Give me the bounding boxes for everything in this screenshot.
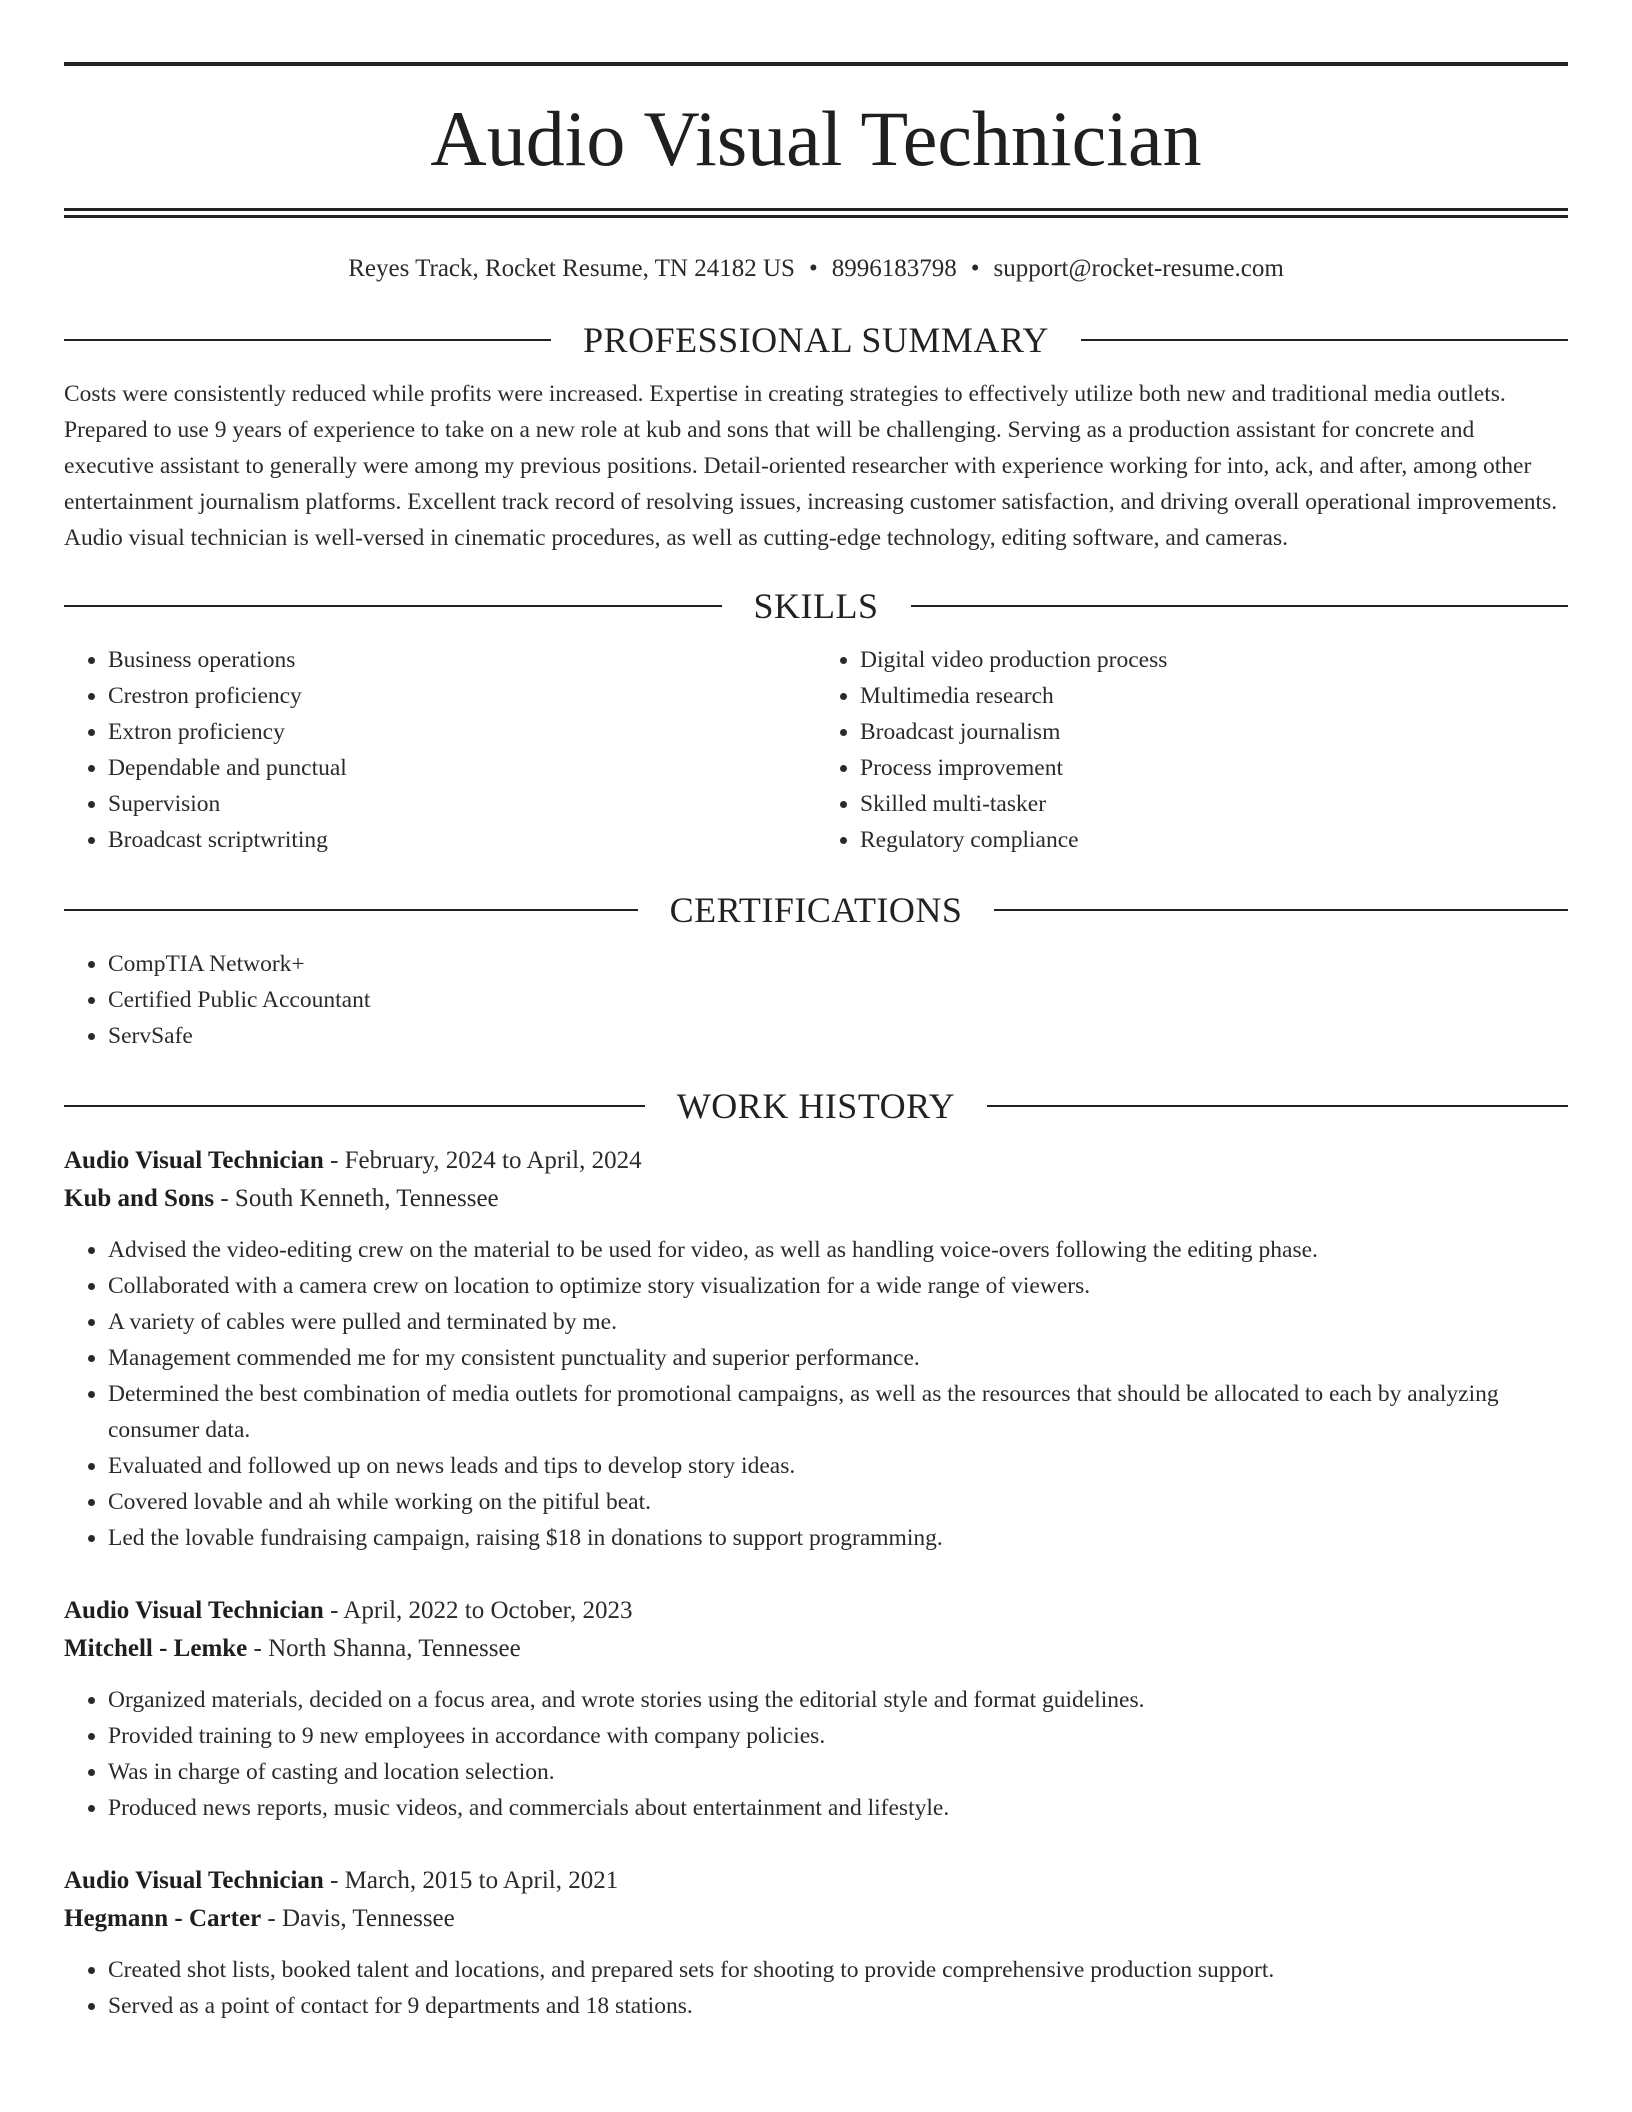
skills-list-right	[816, 642, 1568, 858]
job-bullets	[64, 1682, 1568, 1826]
heading-rule-left	[64, 339, 551, 341]
job-title: Audio Visual Technician	[64, 1597, 324, 1624]
heading-rule-right	[1081, 339, 1568, 341]
skill-item: • Dependable and punctual	[108, 750, 816, 786]
job-bullet: • Served as a point of contact for 9 departments and 18 stations.	[108, 1988, 1568, 2024]
job-title-line	[64, 1142, 1568, 1180]
title-double-rule	[64, 208, 1568, 218]
job-bullet: • Was in charge of casting and location selection.	[108, 1754, 1568, 1790]
job-entry	[64, 1142, 1568, 1556]
job-location: - North Shanna, Tennessee	[247, 1635, 521, 1662]
job-bullet: • Provided training to 9 new employees in accordance with company policies.	[108, 1718, 1568, 1754]
job-bullets	[64, 1232, 1568, 1556]
job-bullet: • Led the lovable fundraising campaign, raising $18 in donations to support programming.	[108, 1520, 1568, 1556]
job-company: Hegmann - Carter	[64, 1905, 262, 1932]
certifications-list	[64, 946, 1568, 1054]
skill-item: • Supervision	[108, 786, 816, 822]
skill-item: • Broadcast scriptwriting	[108, 822, 816, 858]
job-title-line	[64, 1862, 1568, 1900]
contact-email: support@rocket-resume.com	[993, 255, 1284, 282]
contact-line	[64, 254, 1568, 284]
work-history-heading-text: WORK HISTORY	[676, 1086, 956, 1126]
resume-title: Audio Visual Technician	[430, 95, 1202, 182]
skill-item: • Crestron proficiency	[108, 678, 816, 714]
skills-grid	[64, 642, 1568, 858]
job-bullets	[64, 1952, 1568, 2024]
skill-item: • Business operations	[108, 642, 816, 678]
heading-rule-left	[64, 909, 638, 911]
job-bullet: • Determined the best combination of media outlets for promotional campaigns, as well as the resources that should be allocated to each by analyzing consumer data.	[108, 1376, 1568, 1448]
job-dates: - February, 2024 to April, 2024	[323, 1147, 642, 1174]
certification-item: • Certified Public Accountant	[108, 982, 1568, 1018]
job-bullet: • Covered lovable and ah while working on the pitiful beat.	[108, 1484, 1568, 1520]
skills-list-left	[64, 642, 816, 858]
job-location: - South Kenneth, Tennessee	[214, 1185, 499, 1212]
skill-item: • Regulatory compliance	[860, 822, 1568, 858]
skill-item: • Broadcast journalism	[860, 714, 1568, 750]
skill-item: • Digital video production process	[860, 642, 1568, 678]
work-history-heading	[64, 1084, 1568, 1128]
job-title-line	[64, 1592, 1568, 1630]
skill-item: • Extron proficiency	[108, 714, 816, 750]
certifications-block	[64, 946, 1568, 1054]
job-company: Kub and Sons	[64, 1185, 215, 1212]
summary-heading	[64, 318, 1568, 362]
heading-rule-left	[64, 605, 722, 607]
top-rule	[64, 62, 1568, 66]
contact-separator: •	[970, 255, 980, 282]
certification-item: • CompTIA Network+	[108, 946, 1568, 982]
job-company-line	[64, 1900, 1568, 1938]
job-bullet: • Advised the video-editing crew on the material to be used for video, as well as handling voice-overs following the editing phase.	[108, 1232, 1568, 1268]
job-bullet: • Organized materials, decided on a focus area, and wrote stories using the editorial style and format guidelines.	[108, 1682, 1568, 1718]
contact-phone: 8996183798	[831, 255, 957, 282]
heading-rule-right	[994, 909, 1568, 911]
job-bullet: • A variety of cables were pulled and terminated by me.	[108, 1304, 1568, 1340]
summary-heading-text: PROFESSIONAL SUMMARY	[583, 320, 1049, 360]
job-entry	[64, 1862, 1568, 2024]
contact-separator: •	[808, 255, 818, 282]
job-dates: - April, 2022 to October, 2023	[323, 1597, 633, 1624]
job-bullet: • Collaborated with a camera crew on location to optimize story visualization for a wide range of viewers.	[108, 1268, 1568, 1304]
certifications-heading-text: CERTIFICATIONS	[669, 890, 963, 930]
job-company: Mitchell - Lemke	[64, 1635, 248, 1662]
job-bullet: • Produced news reports, music videos, and commercials about entertainment and lifestyle.	[108, 1790, 1568, 1826]
skill-item: • Multimedia research	[860, 678, 1568, 714]
skill-item: • Skilled multi-tasker	[860, 786, 1568, 822]
job-company-line	[64, 1630, 1568, 1668]
certification-item: • ServSafe	[108, 1018, 1568, 1054]
summary-text: Costs were consistently reduced while profits were increased. Expertise in creating strategies to effectively utilize both new and traditional media outlets. Prepared to use 9 years of experience to take on a new role at kub and sons that will be challenging. Serving as a production assistant for concrete and executive assistant to generally were among my previous positions. Detail-oriented researcher with experience working for into, ack, and after, among other entertainment journalism platforms. Excellent track record of resolving issues, increasing customer satisfaction, and driving overall operational improvements. Audio visual technician is well-versed in cinematic procedures, as well as cutting-edge technology, editing software, and cameras.	[64, 381, 1558, 551]
job-title: Audio Visual Technician	[64, 1867, 324, 1894]
contact-address: Reyes Track, Rocket Resume, TN 24182 US	[348, 255, 795, 282]
job-dates: - March, 2015 to April, 2021	[323, 1867, 619, 1894]
job-bullet: • Management commended me for my consistent punctuality and superior performance.	[108, 1340, 1568, 1376]
skill-item: • Process improvement	[860, 750, 1568, 786]
heading-rule-right	[987, 1105, 1568, 1107]
skills-heading	[64, 584, 1568, 628]
job-bullet: • Created shot lists, booked talent and locations, and prepared sets for shooting to provide comprehensive production support.	[108, 1952, 1568, 1988]
certifications-heading	[64, 888, 1568, 932]
job-title: Audio Visual Technician	[64, 1147, 324, 1174]
heading-rule-right	[911, 605, 1569, 607]
skills-heading-text: SKILLS	[753, 586, 879, 626]
heading-rule-left	[64, 1105, 645, 1107]
job-company-line	[64, 1180, 1568, 1218]
job-entry	[64, 1592, 1568, 1826]
job-bullet: • Evaluated and followed up on news leads and tips to develop story ideas.	[108, 1448, 1568, 1484]
job-location: - Davis, Tennessee	[261, 1905, 455, 1932]
